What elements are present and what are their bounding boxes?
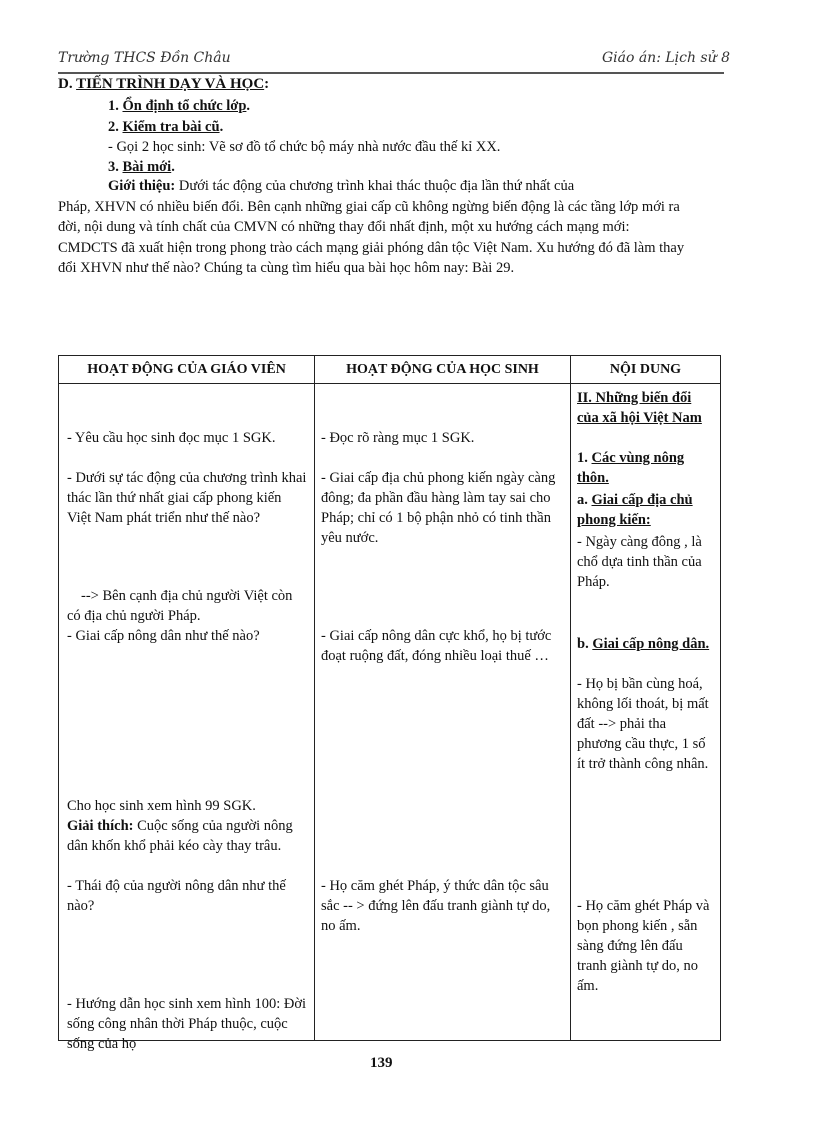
header-subject: Giáo án: Lịch sử 8 [601,50,730,66]
teacher-p3: --> Bên cạnh địa chủ người Việt còn có địa chủ người Pháp. [67,588,293,624]
table-header-row [59,356,721,384]
step-1-title: Ổn định tổ chức lớp [122,98,247,114]
section-colon: : [264,76,270,92]
step-3-num: 3. [108,159,119,175]
teacher-p7: - Thái độ của người nông dân như thế nào? [67,878,286,914]
content-h2-title: Các vùng nông thôn. [577,450,685,486]
teacher-p8: - Hướng dẫn học sinh xem hình 100: Đời sống công nhân thời Pháp thuộc, cuộc sống của họ [67,996,307,1052]
step-3-end: . [171,159,175,175]
step-2-num: 2. [108,119,119,135]
content-b-title-text: Giai cấp nông dân. [592,636,710,652]
header-school: Trường THCS Đồn Châu [58,50,231,66]
student-p1: - Đọc rõ ràng mục 1 SGK. [321,430,475,446]
content-h2 [577,448,713,488]
content-a-title-text: Giai cấp địa chủ phong kiến: [577,492,693,528]
step-2-end: . [219,119,224,135]
content-b-title [577,634,713,654]
header-teacher: HOẠT ĐỘNG CỦA GIÁO VIÊN [59,356,315,384]
student-cell [315,384,571,1041]
content-a-num: a. [577,492,588,508]
step-3-title: Bài mới [122,159,172,175]
student-p4: - Họ căm ghét Pháp, ý thức dân tộc sâu sắc -- > đứng lên đấu tranh giành tự do, no ấm. [321,878,551,934]
content-b-text: - Họ bị bần cùng hoá, không lối thoát, bị mất đất --> phải tha phương cầu thực, 1 số ít trở thành công nhân. [577,676,709,772]
teacher-p6-label: Giải thích: [67,818,134,834]
content-b-num: b. [577,636,589,652]
section-title-text: TIẾN TRÌNH DẠY VÀ HỌC [76,76,265,92]
intro-paragraph [58,176,690,279]
intro-line1: Dưới tác động của chương trình khai thác thuộc địa lần thứ nhất của [178,178,575,194]
intro-label: Giới thiệu: [108,178,176,194]
step-2-title: Kiểm tra bài cũ [122,119,220,135]
section-title [58,76,269,93]
teacher-p6 [67,816,307,856]
teacher-p2: - Dưới sự tác động của chương trình khai thác lần thứ nhất giai cấp phong kiến Việt Nam phát triển như thế nào? [67,470,307,526]
content-h1: II. Những biến đổi của xã hội Việt Nam [577,390,702,426]
intro-first-line [58,176,690,197]
lesson-table [58,355,721,1052]
content-cell [571,384,721,1041]
step-3 [108,157,175,177]
student-p2: - Giai cấp địa chủ phong kiến ngày càng đông; đa phần đầu hàng làm tay sai cho Pháp; chỉ có 1 bộ phận nhỏ có tinh thần yêu nước. [321,470,556,546]
header-student: HOẠT ĐỘNG CỦA HỌC SINH [315,356,571,384]
teacher-cell [59,384,315,1052]
header-rule [58,72,724,74]
step-2-text: - Gọi 2 học sinh: Vẽ sơ đồ tổ chức bộ máy nhà nước đầu thế kỉ XX. [108,139,501,155]
step-1 [108,96,250,116]
intro-rest: Pháp, XHVN có nhiều biến đổi. Bên cạnh những giai cấp cũ không ngừng biến động là các tầng lớp mới ra đời, nội dung và tính chất của CMVN có những thay đổi nhất định, một xu hướng cách mạng mới: CMDCTS đã xuất hiện trong phong trào cách mạng giải phóng dân tộc Việt Nam. Xu hướng đó đã làm thay đổi XHVN như thế nào? Chúng ta cùng tìm hiểu qua bài học hôm nay: Bài 29. [58,198,685,276]
section-letter: D. [58,76,73,92]
content-a-title [577,490,713,530]
header-content: NỘI DUNG [571,356,721,384]
step-1-num: 1. [108,98,119,114]
content-a-text: - Ngày càng đông , là chổ dựa tinh thần của Pháp. [577,534,702,590]
teacher-p6-text: Cuộc sống của người nông dân khốn khổ phải kéo cày thay trâu. [67,818,293,854]
teacher-p1: - Yêu cầu học sinh đọc mục 1 SGK. [67,430,276,446]
student-p3: - Giai cấp nông dân cực khổ, họ bị tước đoạt ruộng đất, đóng nhiều loại thuế … [321,628,552,664]
content-c-text: - Họ căm ghét Pháp và bọn phong kiến , sẵn sàng đứng lên đấu tranh giành tự do, no ấm. [577,898,710,994]
table-row [59,384,721,1041]
page-number: 139 [370,1055,393,1071]
content-h2-num: 1. [577,450,588,466]
step-1-end: . [246,98,251,114]
teacher-p4: - Giai cấp nông dân như thế nào? [67,628,260,644]
teacher-p5: Cho học sinh xem hình 99 SGK. [67,798,256,814]
step-2 [108,117,223,137]
